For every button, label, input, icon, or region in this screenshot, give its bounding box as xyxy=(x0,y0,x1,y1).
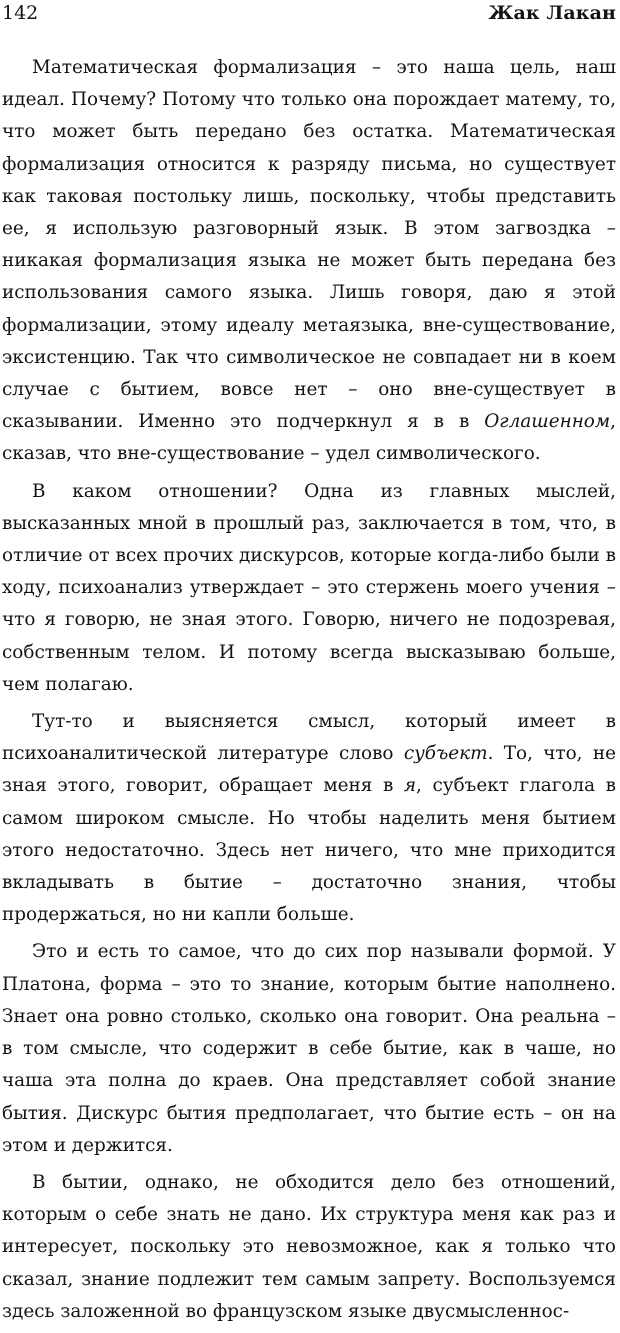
text-run: Это и есть то самое, что до сих пор называли формой. У Платона, форма – это то знание, которым бытие наполнено. Знает она ровно столько, сколько она говорит. Она реальна – в том смысле, что содержит в себе бытие, как в чаше, но чаша эта полна до краев. Она представляет собой знание бытия. Дискурс бытия предполагает, что бытие есть – он на этом и держится. xyxy=(2,941,616,1156)
text-run: В бытии, однако, не обходится дело без отношений, которым о себе знать не дано. Их структура меня как раз и интересует, поскольку это невозможное, как я только что сказал, знание подлежит тем самым запрету. Воспользуемся здесь заложенной во французском языке двусмысленнос- xyxy=(2,1171,616,1322)
paragraph xyxy=(2,476,616,701)
paragraph xyxy=(2,1167,616,1328)
paragraph xyxy=(2,52,616,471)
text-run: , сказав, что вне-существование – удел символического. xyxy=(2,411,616,465)
italic-text-run: Оглашенном xyxy=(484,411,611,433)
paragraph xyxy=(2,936,616,1161)
text-run: В каком отношении? Одна из главных мыслей, высказанных мной в прошлый раз, заключается в том, что, в отличие от всех прочих дискурсов, которые когда-либо были в ходу, психоанализ утверждает – это стержень моего учения – что я говорю, не зная этого. Говорю, ничего не подозревая, собственным телом. И потому всегда высказываю больше, чем полагаю. xyxy=(2,480,616,695)
page-number: 142 xyxy=(2,2,39,24)
italic-text-run: субъект. xyxy=(403,743,494,765)
text-run: Математическая формализация – это наша цель, наш идеал. Почему? Потому что только она порождает матему, то, что может быть передано без остатка. Математическая формализация относится к разряду письма, но существует как таковая постольку лишь, поскольку, чтобы представить ее, я использую разговорный язык. В этом загвоздка – никакая формализация языка не может быть передана без использования самого языка. Лишь говоря, даю я этой формализации, этому идеалу метаязыка, вне-существование, эксистенцию. Так что символическое не совпадает ни в коем случае с бытием, вовсе нет – оно вне-существует в сказывании. Именно это подчеркнул я в в xyxy=(2,57,616,433)
page-header xyxy=(2,0,616,36)
italic-text-run: я xyxy=(403,775,417,797)
text-run: То, что, не зная этого, говорит, обращает меня в xyxy=(2,743,616,797)
body-text xyxy=(2,52,616,1333)
running-title: Жак Лакан xyxy=(488,2,616,24)
paragraph xyxy=(2,706,616,931)
text-run: , субъект глагола в самом широком смысле. Но чтобы наделить меня бытием этого недостаточно. Здесь нет ничего, что мне приходится вкладывать в бытие – достаточно знания, чтобы продержаться, но ни капли больше. xyxy=(2,775,616,926)
text-run: Тут-то и выясняется смысл, который имеет в психоаналитической литературе слово xyxy=(2,711,616,765)
